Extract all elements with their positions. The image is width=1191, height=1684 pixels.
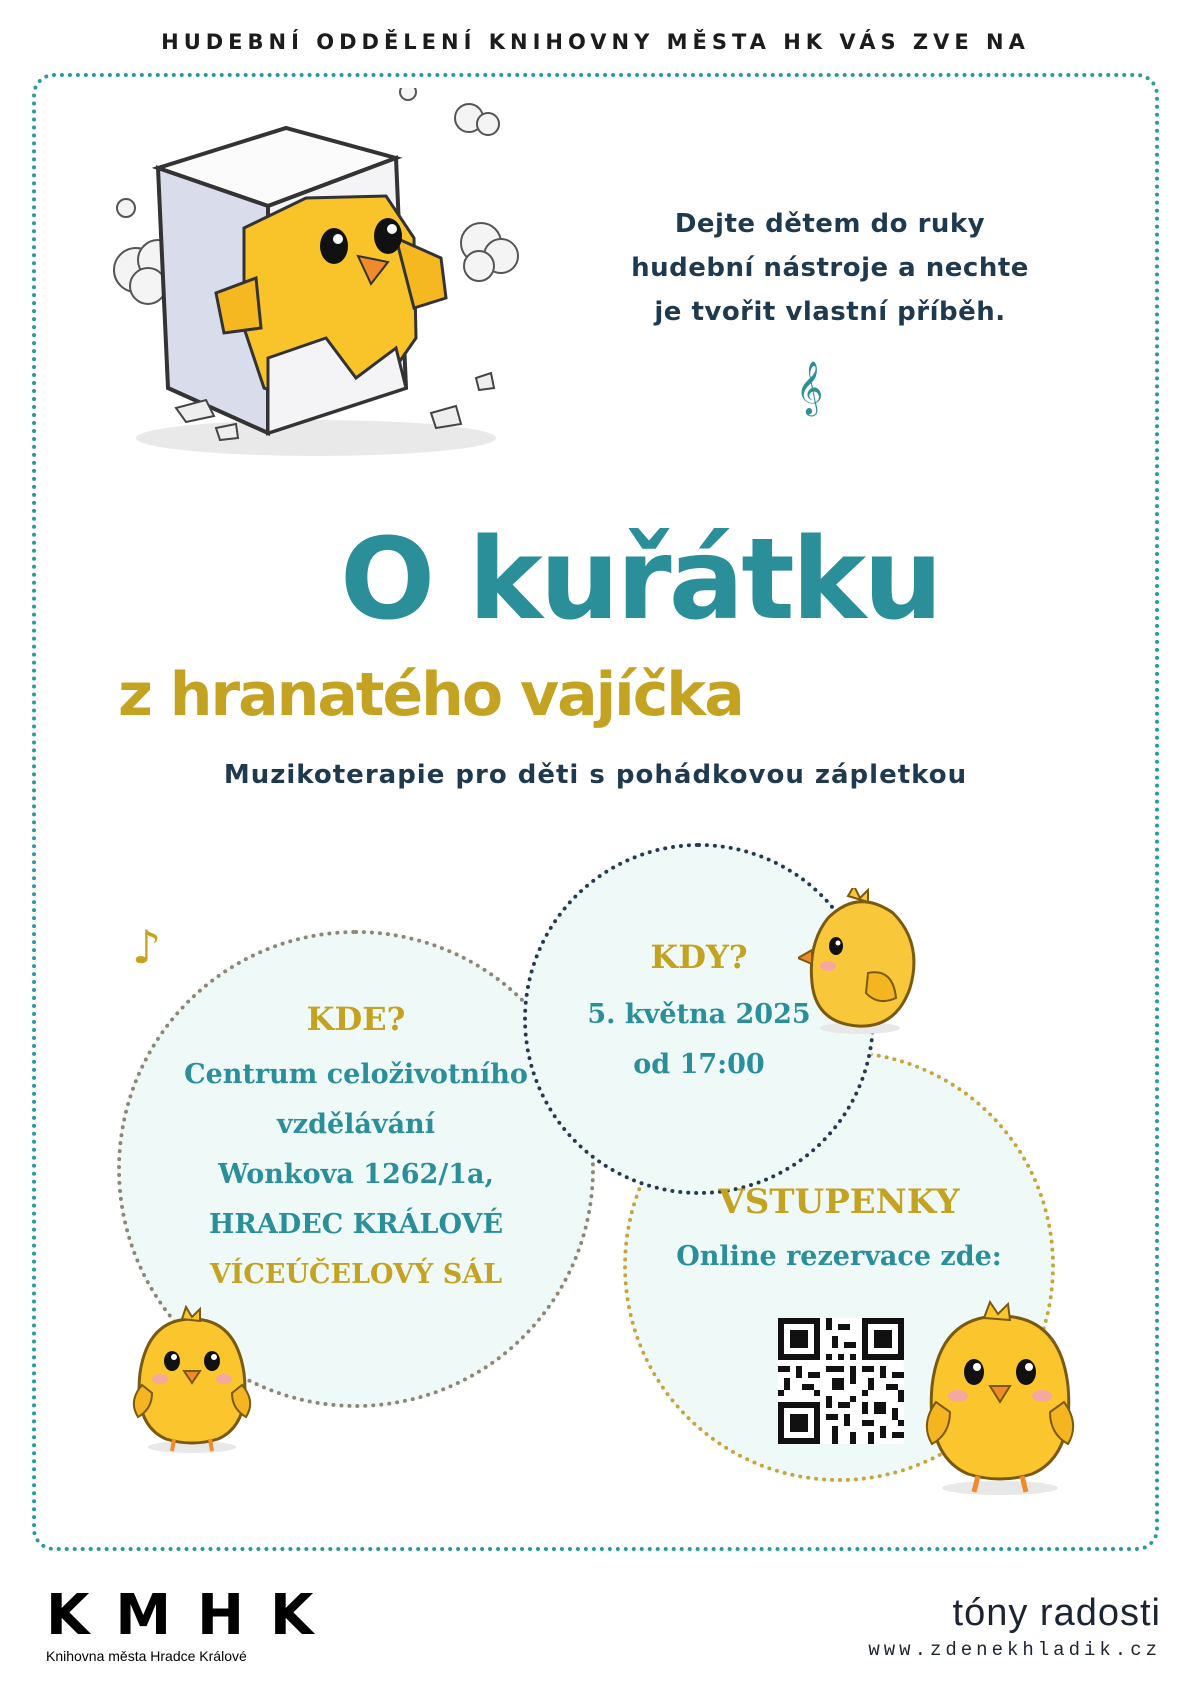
kde-line: Centrum celoživotního — [184, 1059, 528, 1090]
kmhk-letters: KMHK — [46, 1583, 340, 1648]
kde-line: HRADEC KRÁLOVÉ — [208, 1209, 504, 1240]
vstupenky-text: Online rezervace zde: — [676, 1241, 1002, 1272]
kde-line: Wonkova 1262/1a, — [218, 1159, 494, 1190]
kdy-date: 5. května 2025 — [587, 999, 811, 1030]
chick-illustration — [798, 888, 928, 1038]
vstupenky-heading: VSTUPENKY — [718, 1182, 960, 1222]
event-title: O kuřátku — [340, 515, 940, 645]
intro-text — [600, 202, 1060, 334]
kdy-heading: KDY? — [650, 938, 748, 976]
event-description: Muzikoterapie pro děti s pohádkovou zápletkou — [223, 760, 968, 790]
kdy-time: od 17:00 — [633, 1049, 765, 1080]
eighth-note-icon: ♪ — [132, 920, 162, 974]
intro-line: je tvořit vlastní příběh. — [654, 297, 1006, 327]
chick-illustration — [128, 1305, 256, 1455]
intro-line: hudební nástroje a nechte — [631, 253, 1029, 283]
kmhk-logo — [46, 1583, 340, 1664]
chick-illustration — [920, 1298, 1080, 1498]
header-invite: HUDEBNÍ ODDĚLENÍ KNIHOVNY MĚSTA HK VÁS ZVE NA — [161, 30, 1030, 54]
kde-heading: KDE? — [306, 1000, 406, 1038]
tony-radosti-logo — [868, 1592, 1161, 1661]
chick-in-cube-illustration — [96, 88, 536, 468]
treble-clef-icon: 𝄞 — [796, 360, 824, 414]
kde-room: VÍCEÚČELOVÝ SÁL — [209, 1259, 503, 1290]
qr-code[interactable] — [778, 1318, 904, 1444]
website-link[interactable]: www.zdenekhladik.cz — [868, 1639, 1161, 1661]
intro-line: Dejte dětem do ruky — [674, 209, 986, 239]
event-subtitle: z hranatého vajíčka — [118, 660, 743, 730]
kmhk-name: Knihovna města Hradce Králové — [46, 1648, 247, 1664]
kde-line: vzdělávání — [277, 1109, 435, 1140]
brand-name: tóny radosti — [952, 1592, 1161, 1634]
